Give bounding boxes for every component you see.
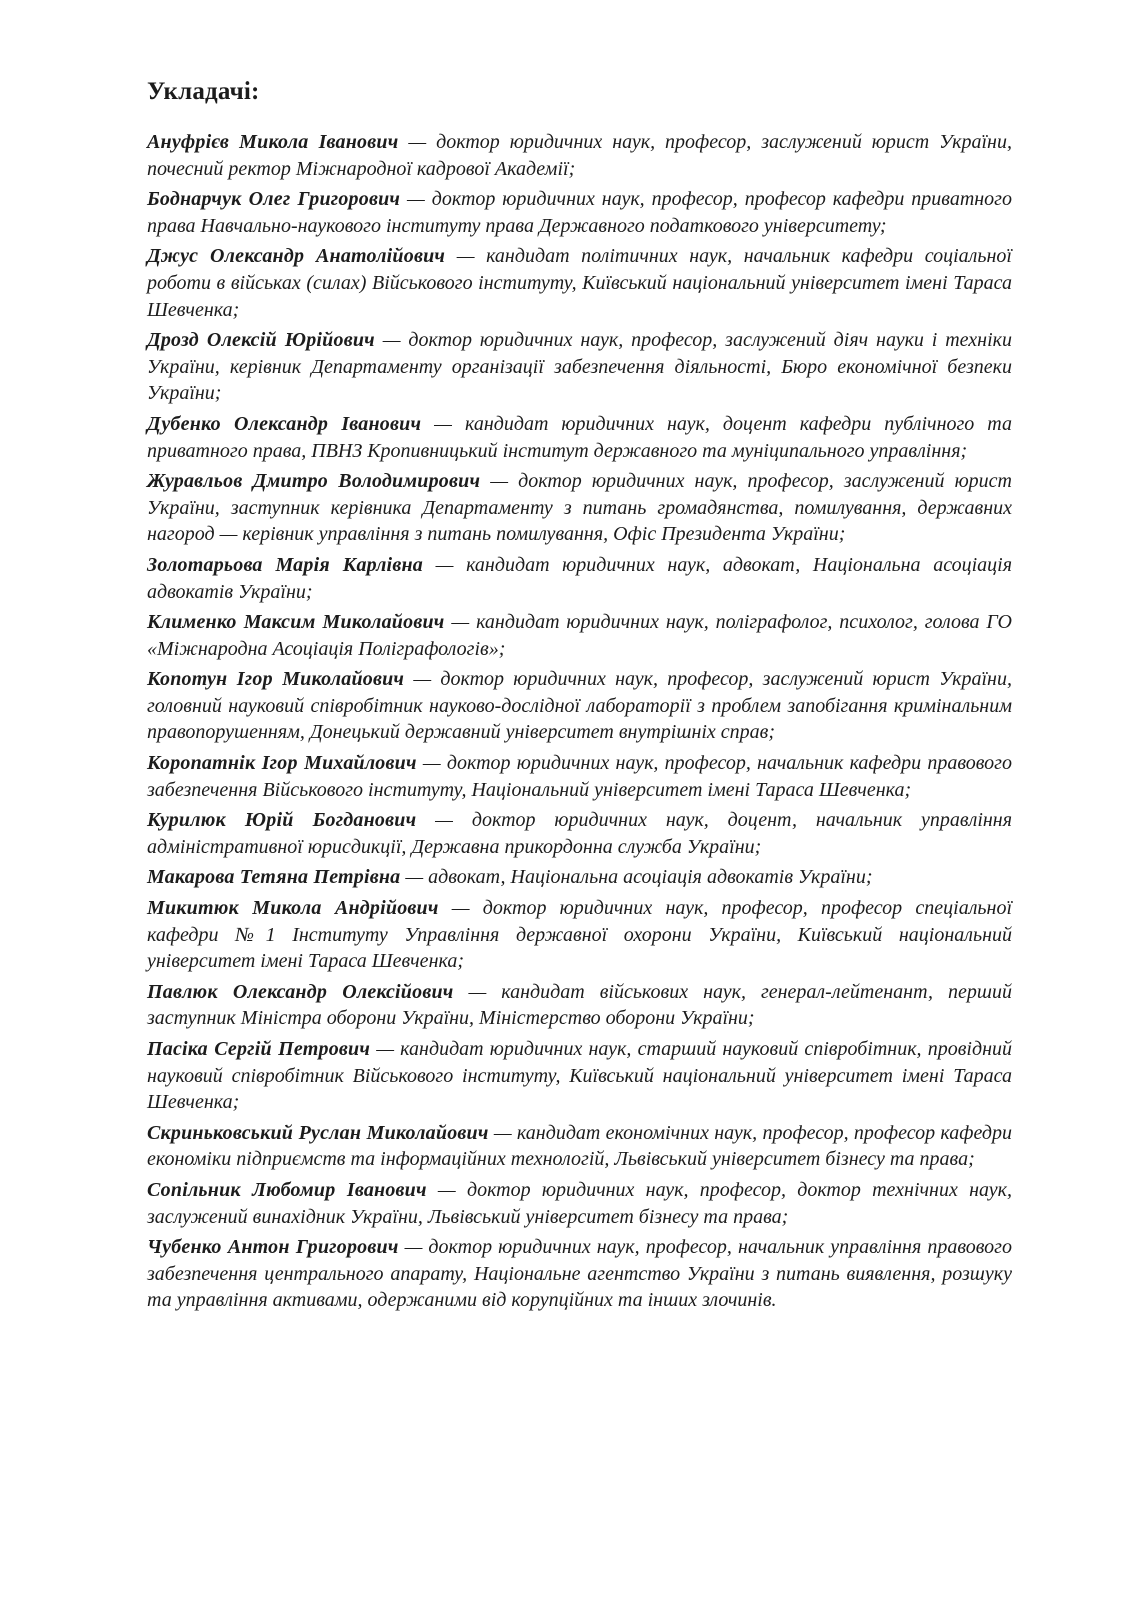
compiler-entry	[147, 979, 1012, 1032]
compiler-entry	[147, 1177, 1012, 1230]
compiler-description: доктор юридичних наук, професор, заслужений юрист України, почесний ректор Міжнародної кадрової Академії;	[147, 131, 1012, 180]
compiler-description: доктор юридичних наук, професор, заслужений юрист України, заступник керівника Департаменту з питань громадянства, помилування, державних нагород — керівник управління з питань помилування, Офіс Президента України;	[147, 470, 1012, 546]
em-dash-separator: —	[421, 412, 465, 435]
compiler-name: Золотарьова Марія Карлівна	[147, 553, 423, 576]
compiler-description: доктор юридичних наук, професор, заслужений діяч науки і техніки України, керівник Департаменту організації забезпечення діяльності, Бюро економічної безпеки України;	[147, 329, 1012, 405]
em-dash-separator: —	[480, 470, 519, 493]
compiler-description: адвокат, Національна асоціація адвокатів України;	[428, 866, 873, 889]
compiler-name: Микитюк Микола Андрійович	[147, 897, 439, 920]
em-dash-separator: —	[444, 611, 477, 634]
compiler-description: доктор юридичних наук, професор, доктор технічних наук, заслужений винахідник України, Львівський університет бізнесу та права;	[147, 1178, 1012, 1228]
em-dash-separator: —	[453, 980, 502, 1003]
compiler-name: Джус Олександр Анатолійович	[147, 245, 446, 268]
compiler-name: Ануфрієв Микола Іванович	[147, 131, 399, 153]
em-dash-separator: —	[438, 897, 483, 920]
compiler-description: доктор юридичних наук, доцент, начальник управління адміністративної юрисдикції, Державна прикордонна служба України;	[147, 809, 1013, 858]
compiler-description: доктор юридичних наук, професор, начальник кафедри правового забезпечення Військового інституту, Національний університет імені Тараса Шевченка;	[147, 752, 1012, 801]
compiler-entry	[147, 1120, 1012, 1173]
compiler-entry	[147, 895, 1012, 975]
compiler-entry	[147, 864, 1012, 891]
compiler-description: кандидат юридичних наук, поліграфолог, психолог, голова ГО «Міжнародна Асоціація Поліграфологів»;	[147, 611, 1012, 660]
em-dash-separator: —	[398, 1236, 429, 1259]
compiler-name: Пасіка Сергій Петрович	[147, 1038, 371, 1060]
compiler-entry	[147, 666, 1012, 746]
compiler-entry	[147, 1036, 1012, 1116]
compiler-description: доктор юридичних наук, професор, професор спеціальної кафедри №1 Інституту Управління державної охорони України, Київський національний університет імені Тараса Шевченка;	[147, 897, 1012, 973]
compiler-description: кандидат юридичних наук, доцент кафедри публічного та приватного права, ПВНЗ Кропивницький інститут державного та муніципального управління;	[147, 412, 1012, 462]
compiler-description: кандидат юридичних наук, старший науковий співробітник, провідний науковий співробітник Військового інституту, Київський національний університет імені Тараса Шевченка;	[147, 1038, 1012, 1114]
em-dash-separator: —	[400, 866, 429, 889]
compiler-name: Сопільник Любомир Іванович	[147, 1178, 427, 1201]
compiler-name: Дрозд Олексій Юрійович	[147, 329, 375, 352]
compiler-description: кандидат економічних наук, професор, професор кафедри економіки підприємств та інформаційних технологій, Львівський університет бізнесу та права;	[147, 1121, 1012, 1171]
compiler-description: кандидат юридичних наук, адвокат, Національна асоціація адвокатів України;	[147, 553, 1012, 603]
compiler-description: доктор юридичних наук, професор, професор кафедри приватного права Навчально-наукового інституту права Державного податкового університету;	[147, 188, 1012, 237]
compiler-name: Дубенко Олександр Іванович	[147, 412, 422, 435]
em-dash-separator: —	[370, 1038, 401, 1060]
compiler-name: Журавльов Дмитро Володимирович	[147, 470, 481, 493]
em-dash-separator: —	[400, 188, 432, 211]
compiler-name: Копотун Ігор Миколайович	[147, 668, 405, 691]
em-dash-separator: —	[426, 1178, 467, 1201]
compiler-name: Макарова Тетяна Петрівна	[147, 866, 401, 889]
compiler-entry	[147, 552, 1012, 605]
compiler-entry	[147, 186, 1012, 239]
compiler-name: Павлюк Олександр Олексійович	[147, 980, 454, 1003]
compiler-entry	[147, 1234, 1012, 1314]
compiler-description: доктор юридичних наук, професор, начальник управління правового забезпечення центрального апарату, Національне агентство України з питань виявлення, розшуку та управління активами, одержаними від корупційних та інших злочинів.	[147, 1236, 1012, 1312]
compiler-entry	[147, 411, 1012, 464]
compiler-name: Коропатнік Ігор Михайлович	[147, 752, 417, 775]
compiler-entry	[147, 468, 1012, 548]
compiler-description: кандидат політичних наук, начальник кафедри соціальної роботи в військах (силах) Військового інституту, Київський національний університет імені Тараса Шевченка;	[147, 245, 1012, 321]
compiler-name: Клименко Максим Миколайович	[147, 611, 445, 634]
compiler-entry	[147, 243, 1012, 323]
compiler-name: Курилюк Юрій Богданович	[147, 809, 417, 832]
em-dash-separator: —	[404, 668, 441, 691]
compiler-entry	[147, 807, 1012, 860]
em-dash-separator: —	[398, 131, 437, 153]
compiler-name: Чубенко Антон Григорович	[147, 1236, 399, 1259]
compiler-entry	[147, 327, 1012, 407]
compiler-name: Боднарчук Олег Григорович	[147, 188, 401, 211]
em-dash-separator: —	[416, 809, 472, 832]
page-title: Укладачі:	[147, 78, 260, 105]
em-dash-separator: —	[416, 752, 447, 775]
em-dash-separator: —	[422, 553, 467, 576]
compilers-list	[147, 129, 1012, 1314]
compiler-entry	[147, 129, 1012, 182]
compiler-entry	[147, 609, 1012, 662]
em-dash-separator: —	[374, 329, 409, 352]
compiler-name: Скриньковський Руслан Миколайович	[147, 1121, 489, 1144]
compiler-description: кандидат військових наук, генерал-лейтенант, перший заступник Міністра оборони України, Міністерство оборони України;	[147, 980, 1012, 1030]
compiler-entry	[147, 750, 1012, 803]
compiler-description: доктор юридичних наук, професор, заслужений юрист України, головний науковий співробітник науково-дослідної лабораторії з проблем запобігання кримінальним правопорушенням, Донецький державний університет внутрішніх справ;	[147, 668, 1012, 744]
em-dash-separator: —	[488, 1121, 517, 1144]
em-dash-separator: —	[445, 245, 487, 268]
